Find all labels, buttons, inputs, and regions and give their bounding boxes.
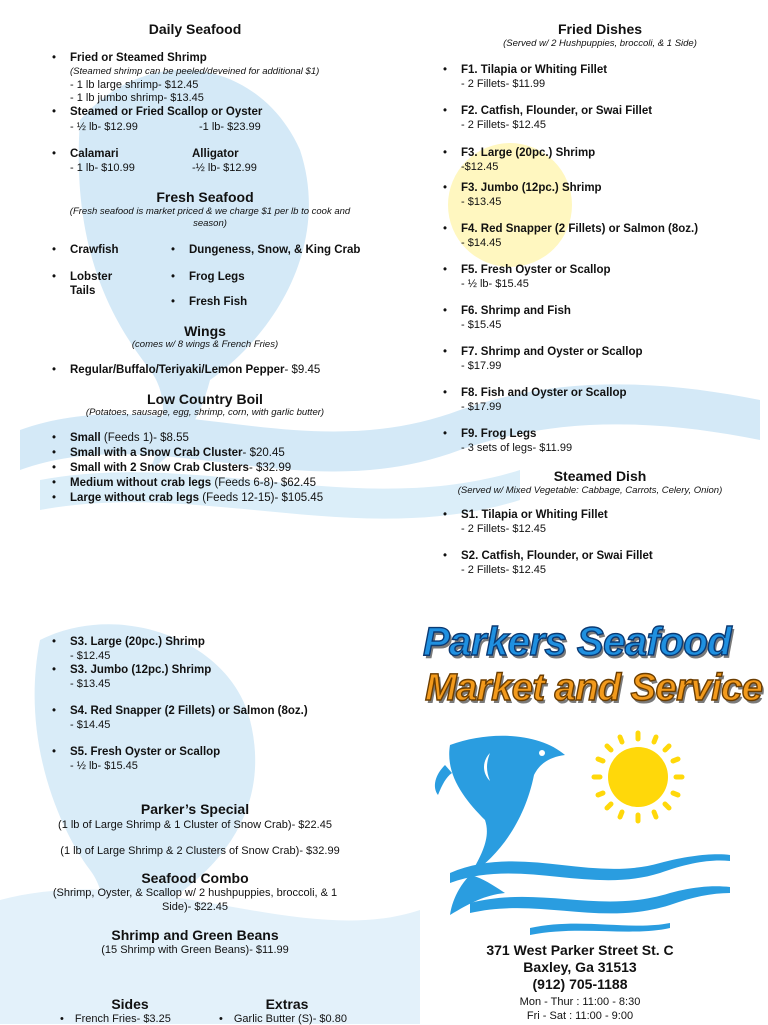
menu-item: • F9. Frog Legs <box>443 428 537 440</box>
daily-seafood-title: Daily Seafood <box>148 21 242 37</box>
item-detail: - ½ lb- $15.45 <box>461 278 529 290</box>
item-name: F3. Large (20pc.) Shrimp <box>461 147 596 159</box>
item-name: S3. Large (20pc.) Shrimp <box>70 636 205 648</box>
wings-note: (comes w/ 8 wings & French Fries) <box>131 339 279 350</box>
boil-item-name: Small with a Snow Crab Cluster <box>70 447 243 459</box>
address-line-2: Baxley, Ga 31513 <box>523 959 637 975</box>
wings-title: Wings <box>184 323 226 339</box>
item-name: F9. Frog Legs <box>461 428 537 440</box>
shrimp-green-beans-line: (15 Shrimp with Green Beans)- $11.99 <box>101 944 289 956</box>
menu-item: • F4. Red Snapper (2 Fillets) or Salmon (8oz.) <box>443 223 699 235</box>
hours-mon-thur: Mon - Thur : 11:00 - 8:30 <box>519 996 641 1008</box>
item-detail: - 2 Fillets- $12.45 <box>461 523 546 535</box>
menu-item: • F8. Fish and Oyster or Scallop <box>443 387 627 399</box>
item-detail: - $12.45 <box>70 650 111 662</box>
fresh-seafood-title: Fresh Seafood <box>156 189 254 205</box>
seafood-combo-title: Seafood Combo <box>141 870 249 886</box>
item-name: Calamari <box>70 148 119 160</box>
item-detail: - $15.45 <box>461 319 502 331</box>
sun-icon <box>594 733 682 821</box>
menu-item: • F1. Tilapia or Whiting Fillet <box>443 64 608 76</box>
boil-item-name: Large without crab legs <box>70 492 200 504</box>
boil-item-name: Medium without crab legs <box>70 477 212 489</box>
item-name: S4. Red Snapper (2 Fillets) or Salmon (8oz.) <box>70 705 308 717</box>
boil-list <box>70 431 323 506</box>
item-name: Regular/Buffalo/Teriyaki/Lemon Pepper <box>70 364 285 376</box>
menu-item: • S4. Red Snapper (2 Fillets) or Salmon (8oz.) <box>52 705 308 717</box>
item-name: S1. Tilapia or Whiting Fillet <box>461 509 608 521</box>
item-name: Crawfish <box>70 244 119 256</box>
item-detail: - $14.45 <box>461 237 502 249</box>
low-country-boil-title: Low Country Boil <box>147 391 263 407</box>
item-detail: - $14.45 <box>70 719 111 731</box>
item-detail: - $13.45 <box>70 678 111 690</box>
item-detail: - $17.99 <box>461 360 502 372</box>
item-name: Steamed or Fried Scallop or Oyster <box>70 106 263 118</box>
boil-item-detail: - $20.45 <box>242 447 285 459</box>
shrimp-note: (Steamed shrimp can be peeled/deveined for additional $1) <box>70 66 320 77</box>
boil-item <box>70 431 323 446</box>
scallop-full-price: -1 lb- $23.99 <box>199 121 261 133</box>
item-detail: - $13.45 <box>461 196 502 208</box>
parkers-special-title: Parker’s Special <box>140 801 250 817</box>
fried-dishes-title: Fried Dishes <box>557 21 643 37</box>
item-name: Frog Legs <box>189 271 245 283</box>
sides-item: • French Fries- $3.25 <box>60 1013 171 1025</box>
boil-item-detail: (Feeds 6-8)- $62.45 <box>211 477 317 489</box>
item-name: S2. Catfish, Flounder, or Swai Fillet <box>461 550 653 562</box>
menu-item: • F5. Fresh Oyster or Scallop <box>443 264 611 276</box>
item-name: F2. Catfish, Flounder, or Swai Fillet <box>461 105 653 117</box>
sides-item-label: French Fries- $3.25 <box>74 1013 171 1025</box>
boil-item-detail: (Feeds 12-15)- $105.45 <box>199 492 324 504</box>
logo-artwork <box>430 725 740 940</box>
item-price: - $9.45 <box>284 364 321 376</box>
menu-item: • F3. Jumbo (12pc.) Shrimp <box>443 182 602 194</box>
hours-fri-sat: Fri - Sat : 11:00 - 9:00 <box>526 1010 634 1022</box>
logo-title-line-1: Parkers Seafood <box>423 620 732 664</box>
phone-number[interactable]: (912) 705-1188 <box>532 976 628 992</box>
scallop-half-price: - ½ lb- $12.99 <box>70 121 138 133</box>
seafood-combo-line: (Shrimp, Oyster, & Scallop w/ 2 hushpuppies, broccoli, & 1 Side)- $22.45 <box>52 887 338 913</box>
item-detail: -$12.45 <box>461 161 499 173</box>
item-name: F8. Fish and Oyster or Scallop <box>461 387 627 399</box>
item-name: F1. Tilapia or Whiting Fillet <box>461 64 608 76</box>
fried-dishes-note: (Served w/ 2 Hushpuppies, broccoli, & 1 Side) <box>503 38 697 49</box>
menu-item-frog: • Frog Legs <box>171 271 245 283</box>
low-country-boil-note: (Potatoes, sausage, egg, shrimp, corn, with garlic butter) <box>85 407 325 418</box>
steamed-dish-title: Steamed Dish <box>553 468 647 484</box>
steamed-dish-note: (Served w/ Mixed Vegetable: Cabbage, Carrots, Celery, Onion) <box>457 485 723 496</box>
menu-item-alligator <box>192 148 239 162</box>
item-name: S5. Fresh Oyster or Scallop <box>70 746 221 758</box>
menu-item: • S5. Fresh Oyster or Scallop <box>52 746 221 758</box>
extras-item: • Garlic Butter (S)- $0.80 <box>219 1013 347 1025</box>
fresh-seafood-note: (Fresh seafood is market priced & we charge $1 per lb to cook and season) <box>69 206 351 229</box>
item-name: F4. Red Snapper (2 Fillets) or Salmon (8oz.) <box>461 223 699 235</box>
parkers-special-line-2: (1 lb of Large Shrimp & 2 Clusters of Snow Crab)- $32.99 <box>60 845 340 857</box>
item-name: S3. Jumbo (12pc.) Shrimp <box>70 664 212 676</box>
extras-item-label: Garlic Butter (S)- $0.80 <box>233 1013 347 1025</box>
menu-item-lobster: • Lobster Tails <box>52 271 113 297</box>
menu-item: • F3. Large (20pc.) Shrimp <box>443 147 596 159</box>
item-name: Fried or Steamed Shrimp <box>70 52 207 64</box>
menu-item: • S2. Catfish, Flounder, or Swai Fillet <box>443 550 653 562</box>
item-name: F7. Shrimp and Oyster or Scallop <box>461 346 643 358</box>
item-name: F3. Jumbo (12pc.) Shrimp <box>461 182 602 194</box>
menu-item: • F6. Shrimp and Fish <box>443 305 571 317</box>
logo-title-line-2: Market and Service <box>425 667 763 709</box>
item-name: Alligator <box>192 148 239 160</box>
menu-item-wings: • Regular/Buffalo/Teriyaki/Lemon Pepper- $9.45 <box>52 364 321 376</box>
address-line-1: 371 West Parker Street St. C <box>486 942 674 958</box>
boil-item <box>70 491 323 506</box>
shrimp-green-beans-title: Shrimp and Green Beans <box>111 927 279 943</box>
menu-item-calamari: • Calamari <box>52 148 119 160</box>
menu-item: • F7. Shrimp and Oyster or Scallop <box>443 346 643 358</box>
menu-item-fresh-fish: • Fresh Fish <box>171 296 248 308</box>
boil-item-detail: - $32.99 <box>248 462 292 474</box>
item-detail: - ½ lb- $15.45 <box>70 760 138 772</box>
boil-item <box>70 446 323 461</box>
alligator-price: -½ lb- $12.99 <box>192 162 257 174</box>
menu-item-crab: • Dungeness, Snow, & King Crab <box>171 244 361 256</box>
item-name: Lobster Tails <box>70 271 113 297</box>
menu-item: • S1. Tilapia or Whiting Fillet <box>443 509 608 521</box>
parkers-special-line-1: (1 lb of Large Shrimp & 1 Cluster of Snow Crab)- $22.45 <box>58 819 332 831</box>
item-name: F5. Fresh Oyster or Scallop <box>461 264 611 276</box>
sides-title: Sides <box>111 996 149 1012</box>
extras-title: Extras <box>265 996 309 1012</box>
boil-item-name: Small with 2 Snow Crab Clusters <box>70 462 249 474</box>
item-detail: - 3 sets of legs- $11.99 <box>461 442 573 454</box>
shrimp-jumbo-price: - 1 lb jumbo shrimp- $13.45 <box>70 92 204 104</box>
item-name: Fresh Fish <box>189 296 248 308</box>
boil-item-name: Small <box>70 432 101 444</box>
item-name: Dungeness, Snow, & King Crab <box>189 244 361 256</box>
item-name: F6. Shrimp and Fish <box>461 305 571 317</box>
calamari-price: - 1 lb- $10.99 <box>70 162 135 174</box>
menu-item-crawfish: • Crawfish <box>52 244 119 256</box>
menu-item: • S3. Jumbo (12pc.) Shrimp <box>52 664 212 676</box>
item-detail: - 2 Fillets- $12.45 <box>461 564 546 576</box>
item-detail: - 2 Fillets- $12.45 <box>461 119 546 131</box>
shrimp-large-price: - 1 lb large shrimp- $12.45 <box>70 79 199 91</box>
menu-item-scallop: • Steamed or Fried Scallop or Oyster <box>52 106 263 118</box>
menu-item-shrimp: • Fried or Steamed Shrimp <box>52 52 207 64</box>
menu-item: • F2. Catfish, Flounder, or Swai Fillet <box>443 105 653 117</box>
boil-item-detail: (Feeds 1)- $8.55 <box>100 432 189 444</box>
menu-item: • S3. Large (20pc.) Shrimp <box>52 636 205 648</box>
fish-icon <box>435 736 565 915</box>
item-detail: - $17.99 <box>461 401 502 413</box>
boil-item <box>70 476 323 491</box>
item-detail: - 2 Fillets- $11.99 <box>461 78 546 90</box>
boil-item <box>70 461 323 476</box>
